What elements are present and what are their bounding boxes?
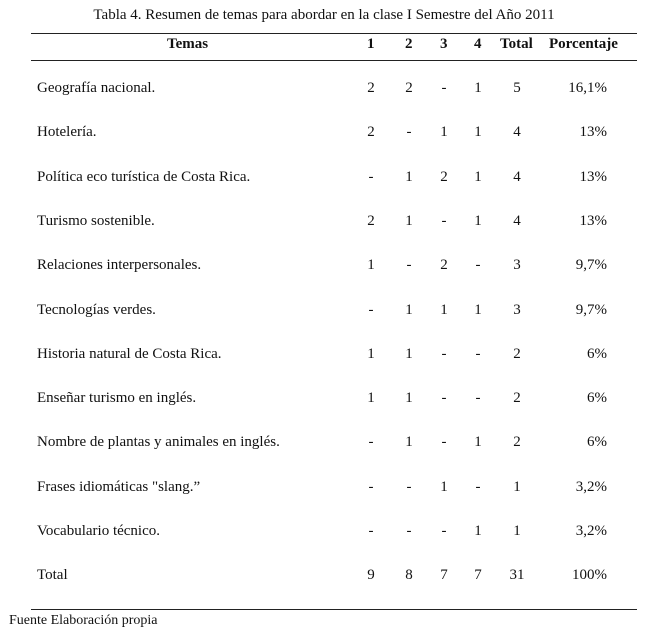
header-col-3: 3 — [440, 36, 448, 52]
cell-col-3: - — [441, 346, 447, 362]
table-top-rule — [31, 33, 637, 34]
cell-porcentaje: 6% — [587, 390, 607, 406]
cell-col-4: 1 — [474, 213, 482, 229]
cell-col-3: 2 — [440, 169, 448, 185]
cell-total: 5 — [513, 80, 521, 96]
cell-col-2: 1 — [405, 434, 413, 450]
cell-porcentaje: 100% — [572, 567, 607, 583]
cell-tema: Enseñar turismo en inglés. — [37, 390, 197, 406]
cell-col-3: 7 — [440, 567, 448, 583]
cell-tema: Geografía nacional. — [37, 80, 156, 96]
cell-porcentaje: 6% — [587, 434, 607, 450]
cell-total: 2 — [513, 434, 521, 450]
cell-total: 3 — [513, 302, 521, 318]
cell-total: 4 — [513, 169, 521, 185]
header-porcentaje: Porcentaje — [549, 36, 618, 52]
cell-col-4: 1 — [474, 434, 482, 450]
header-total: Total — [500, 36, 533, 52]
cell-col-1: - — [368, 479, 374, 495]
cell-tema: Tecnologías verdes. — [37, 302, 156, 318]
cell-col-3: - — [441, 390, 447, 406]
cell-total: 3 — [513, 257, 521, 273]
cell-col-2: 1 — [405, 213, 413, 229]
header-rule — [31, 60, 637, 61]
cell-col-2: - — [406, 479, 412, 495]
cell-total: 1 — [513, 523, 521, 539]
cell-col-2: - — [406, 124, 412, 140]
cell-col-3: 2 — [440, 257, 448, 273]
table-bottom-rule — [31, 609, 637, 610]
cell-tema: Frases idiomáticas "slang.” — [37, 479, 201, 495]
cell-col-4: 1 — [474, 523, 482, 539]
cell-col-1: 2 — [367, 80, 375, 96]
cell-porcentaje: 9,7% — [575, 302, 607, 318]
cell-col-1: 1 — [367, 390, 375, 406]
table-source-note: Fuente Elaboración propia — [9, 613, 158, 628]
cell-porcentaje: 9,7% — [575, 257, 607, 273]
cell-col-2: 2 — [405, 80, 413, 96]
cell-col-1: 1 — [367, 257, 375, 273]
cell-col-1: - — [368, 302, 374, 318]
cell-porcentaje: 13% — [579, 169, 607, 185]
cell-col-4: 1 — [474, 80, 482, 96]
cell-tema: Relaciones interpersonales. — [37, 257, 202, 273]
cell-col-2: 1 — [405, 346, 413, 362]
cell-col-2: 1 — [405, 302, 413, 318]
cell-col-4: 7 — [474, 567, 482, 583]
cell-col-4: - — [475, 479, 481, 495]
cell-total: 2 — [513, 390, 521, 406]
cell-total: 31 — [509, 567, 525, 583]
cell-porcentaje: 6% — [587, 346, 607, 362]
cell-col-1: - — [368, 169, 374, 185]
cell-tema: Nombre de plantas y animales en inglés. — [37, 434, 280, 450]
header-col-2: 2 — [405, 36, 413, 52]
cell-col-4: - — [475, 346, 481, 362]
cell-col-3: - — [441, 434, 447, 450]
cell-col-2: 1 — [405, 390, 413, 406]
cell-col-2: 8 — [405, 567, 413, 583]
cell-total: 1 — [513, 479, 521, 495]
cell-col-1: 2 — [367, 213, 375, 229]
cell-col-1: - — [368, 523, 374, 539]
cell-porcentaje: 3,2% — [575, 479, 607, 495]
cell-col-3: 1 — [440, 302, 448, 318]
cell-col-4: 1 — [474, 302, 482, 318]
cell-tema: Total — [37, 567, 68, 583]
cell-col-1: 9 — [367, 567, 375, 583]
header-col-4: 4 — [474, 36, 482, 52]
cell-total: 4 — [513, 213, 521, 229]
cell-tema: Turismo sostenible. — [37, 213, 155, 229]
cell-col-4: 1 — [474, 124, 482, 140]
cell-porcentaje: 13% — [579, 213, 607, 229]
cell-tema: Política eco turística de Costa Rica. — [37, 169, 251, 185]
cell-col-3: - — [441, 213, 447, 229]
cell-col-2: - — [406, 523, 412, 539]
cell-col-3: 1 — [440, 124, 448, 140]
cell-col-3: - — [441, 80, 447, 96]
cell-col-1: 1 — [367, 346, 375, 362]
cell-tema: Hotelería. — [37, 124, 97, 140]
cell-col-2: 1 — [405, 169, 413, 185]
cell-col-1: - — [368, 434, 374, 450]
cell-total: 4 — [513, 124, 521, 140]
header-temas: Temas — [167, 36, 209, 52]
cell-col-4: 1 — [474, 169, 482, 185]
cell-col-4: - — [475, 390, 481, 406]
header-col-1: 1 — [367, 36, 375, 52]
cell-col-2: - — [406, 257, 412, 273]
cell-col-4: - — [475, 257, 481, 273]
cell-porcentaje: 13% — [579, 124, 607, 140]
cell-col-3: 1 — [440, 479, 448, 495]
cell-porcentaje: 16,1% — [568, 80, 607, 96]
cell-total: 2 — [513, 346, 521, 362]
cell-col-1: 2 — [367, 124, 375, 140]
cell-col-3: - — [441, 523, 447, 539]
cell-tema: Vocabulario técnico. — [37, 523, 161, 539]
cell-tema: Historia natural de Costa Rica. — [37, 346, 222, 362]
table-caption: Tabla 4. Resumen de temas para abordar en la clase I Semestre del Año 2011 — [93, 7, 555, 23]
cell-porcentaje: 3,2% — [575, 523, 607, 539]
